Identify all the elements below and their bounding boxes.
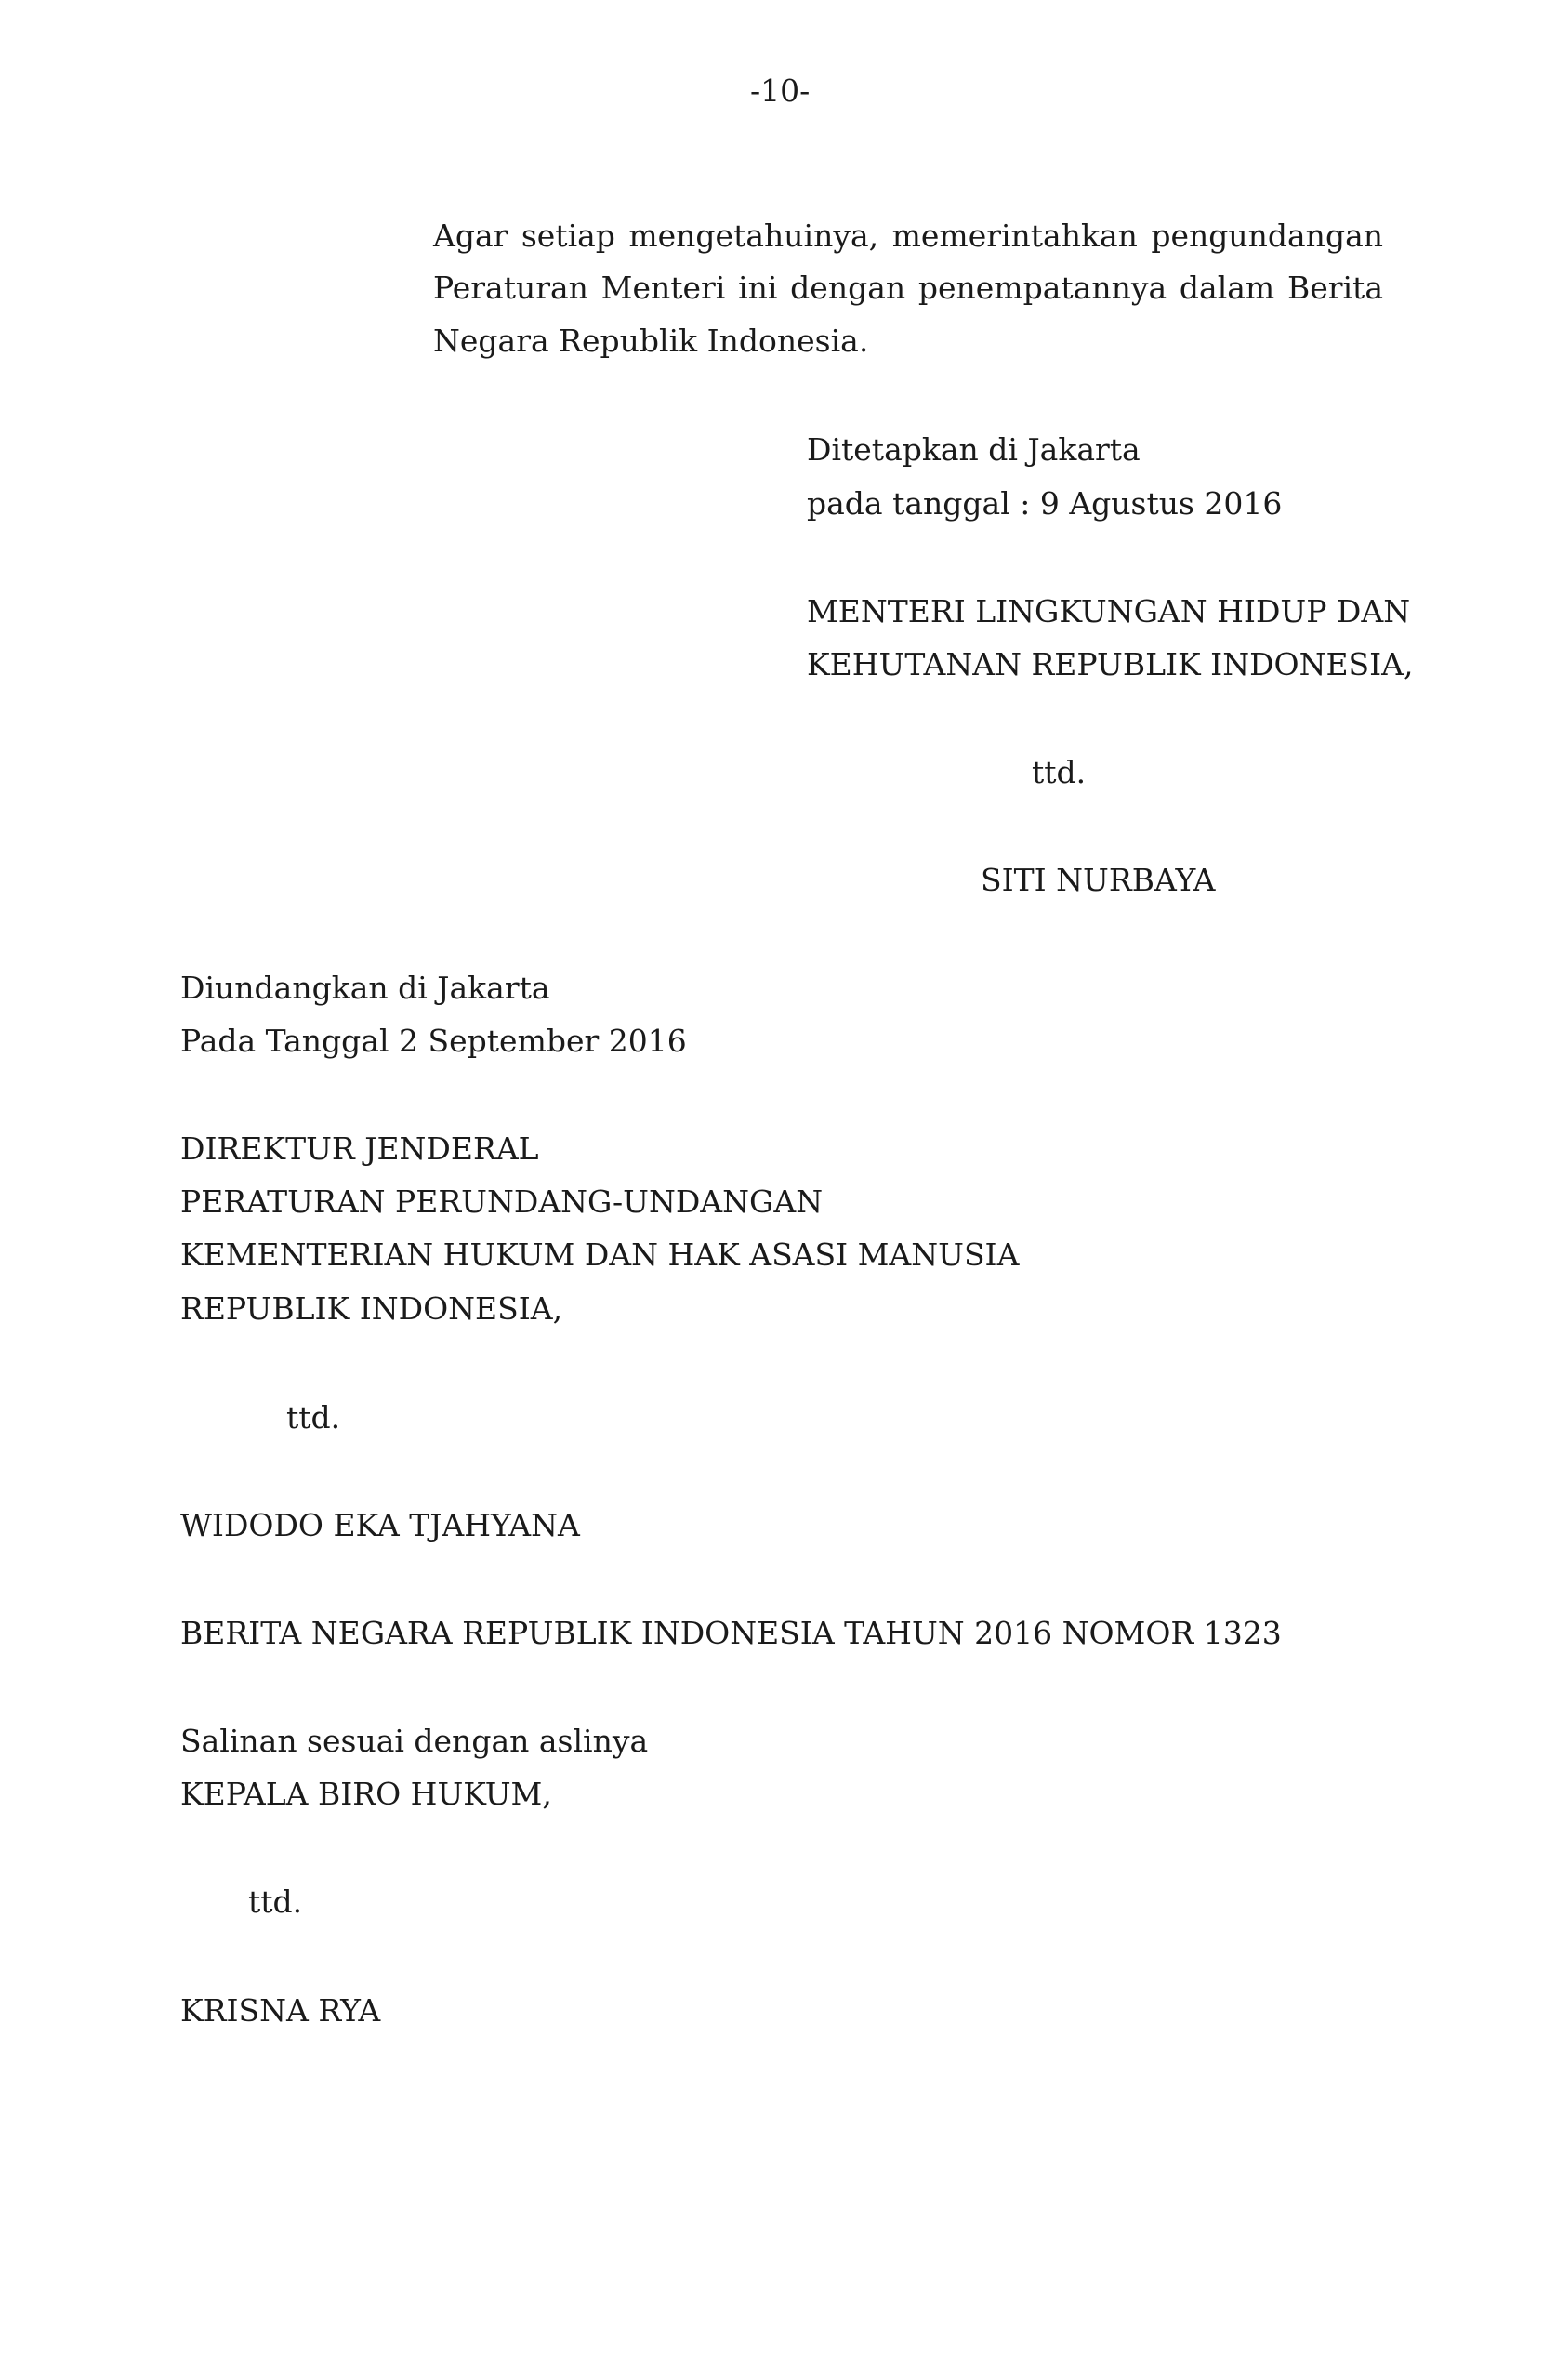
director-title-line: DIREKTUR JENDERAL <box>180 1130 539 1167</box>
certified-copy-statement: Salinan sesuai dengan aslinya <box>180 1723 649 1759</box>
director-title-line: PERATURAN PERUNDANG-UNDANGAN <box>180 1183 824 1220</box>
intro-line: Negara Republik Indonesia. <box>433 323 869 359</box>
director-title-line: KEMENTERIAN HUKUM DAN HAK ASASI MANUSIA <box>180 1236 1020 1273</box>
page-number: -10- <box>750 73 811 109</box>
minister-title-line1: MENTERI LINGKUNGAN HIDUP DAN <box>807 593 1411 629</box>
intro-line: Peraturan Menteri ini dengan penempatannya dalam Berita <box>433 270 1383 306</box>
director-title-line: REPUBLIK INDONESIA, <box>180 1290 563 1327</box>
minister-name: SITI NURBAYA <box>981 862 1216 898</box>
director-signature-mark: ttd. <box>286 1399 341 1435</box>
enactment-place: Ditetapkan di Jakarta <box>807 431 1141 468</box>
intro-line: Agar setiap mengetahuinya, memerintahkan pengundangan <box>433 218 1383 254</box>
minister-title-line2: KEHUTANAN REPUBLIK INDONESIA, <box>807 646 1414 682</box>
legal-bureau-head-name: KRISNA RYA <box>180 1992 381 2029</box>
promulgation-place: Diundangkan di Jakarta <box>180 970 550 1006</box>
minister-signature-mark: ttd. <box>1032 754 1087 790</box>
director-name: WIDODO EKA TJAHYANA <box>180 1507 580 1543</box>
legal-bureau-signature-mark: ttd. <box>248 1884 303 1920</box>
enactment-date: pada tanggal : 9 Agustus 2016 <box>807 485 1283 522</box>
gazette-reference: BERITA NEGARA REPUBLIK INDONESIA TAHUN 2016 NOMOR 1323 <box>180 1615 1282 1651</box>
promulgation-date: Pada Tanggal 2 September 2016 <box>180 1023 687 1059</box>
legal-bureau-title: KEPALA BIRO HUKUM, <box>180 1776 552 1812</box>
